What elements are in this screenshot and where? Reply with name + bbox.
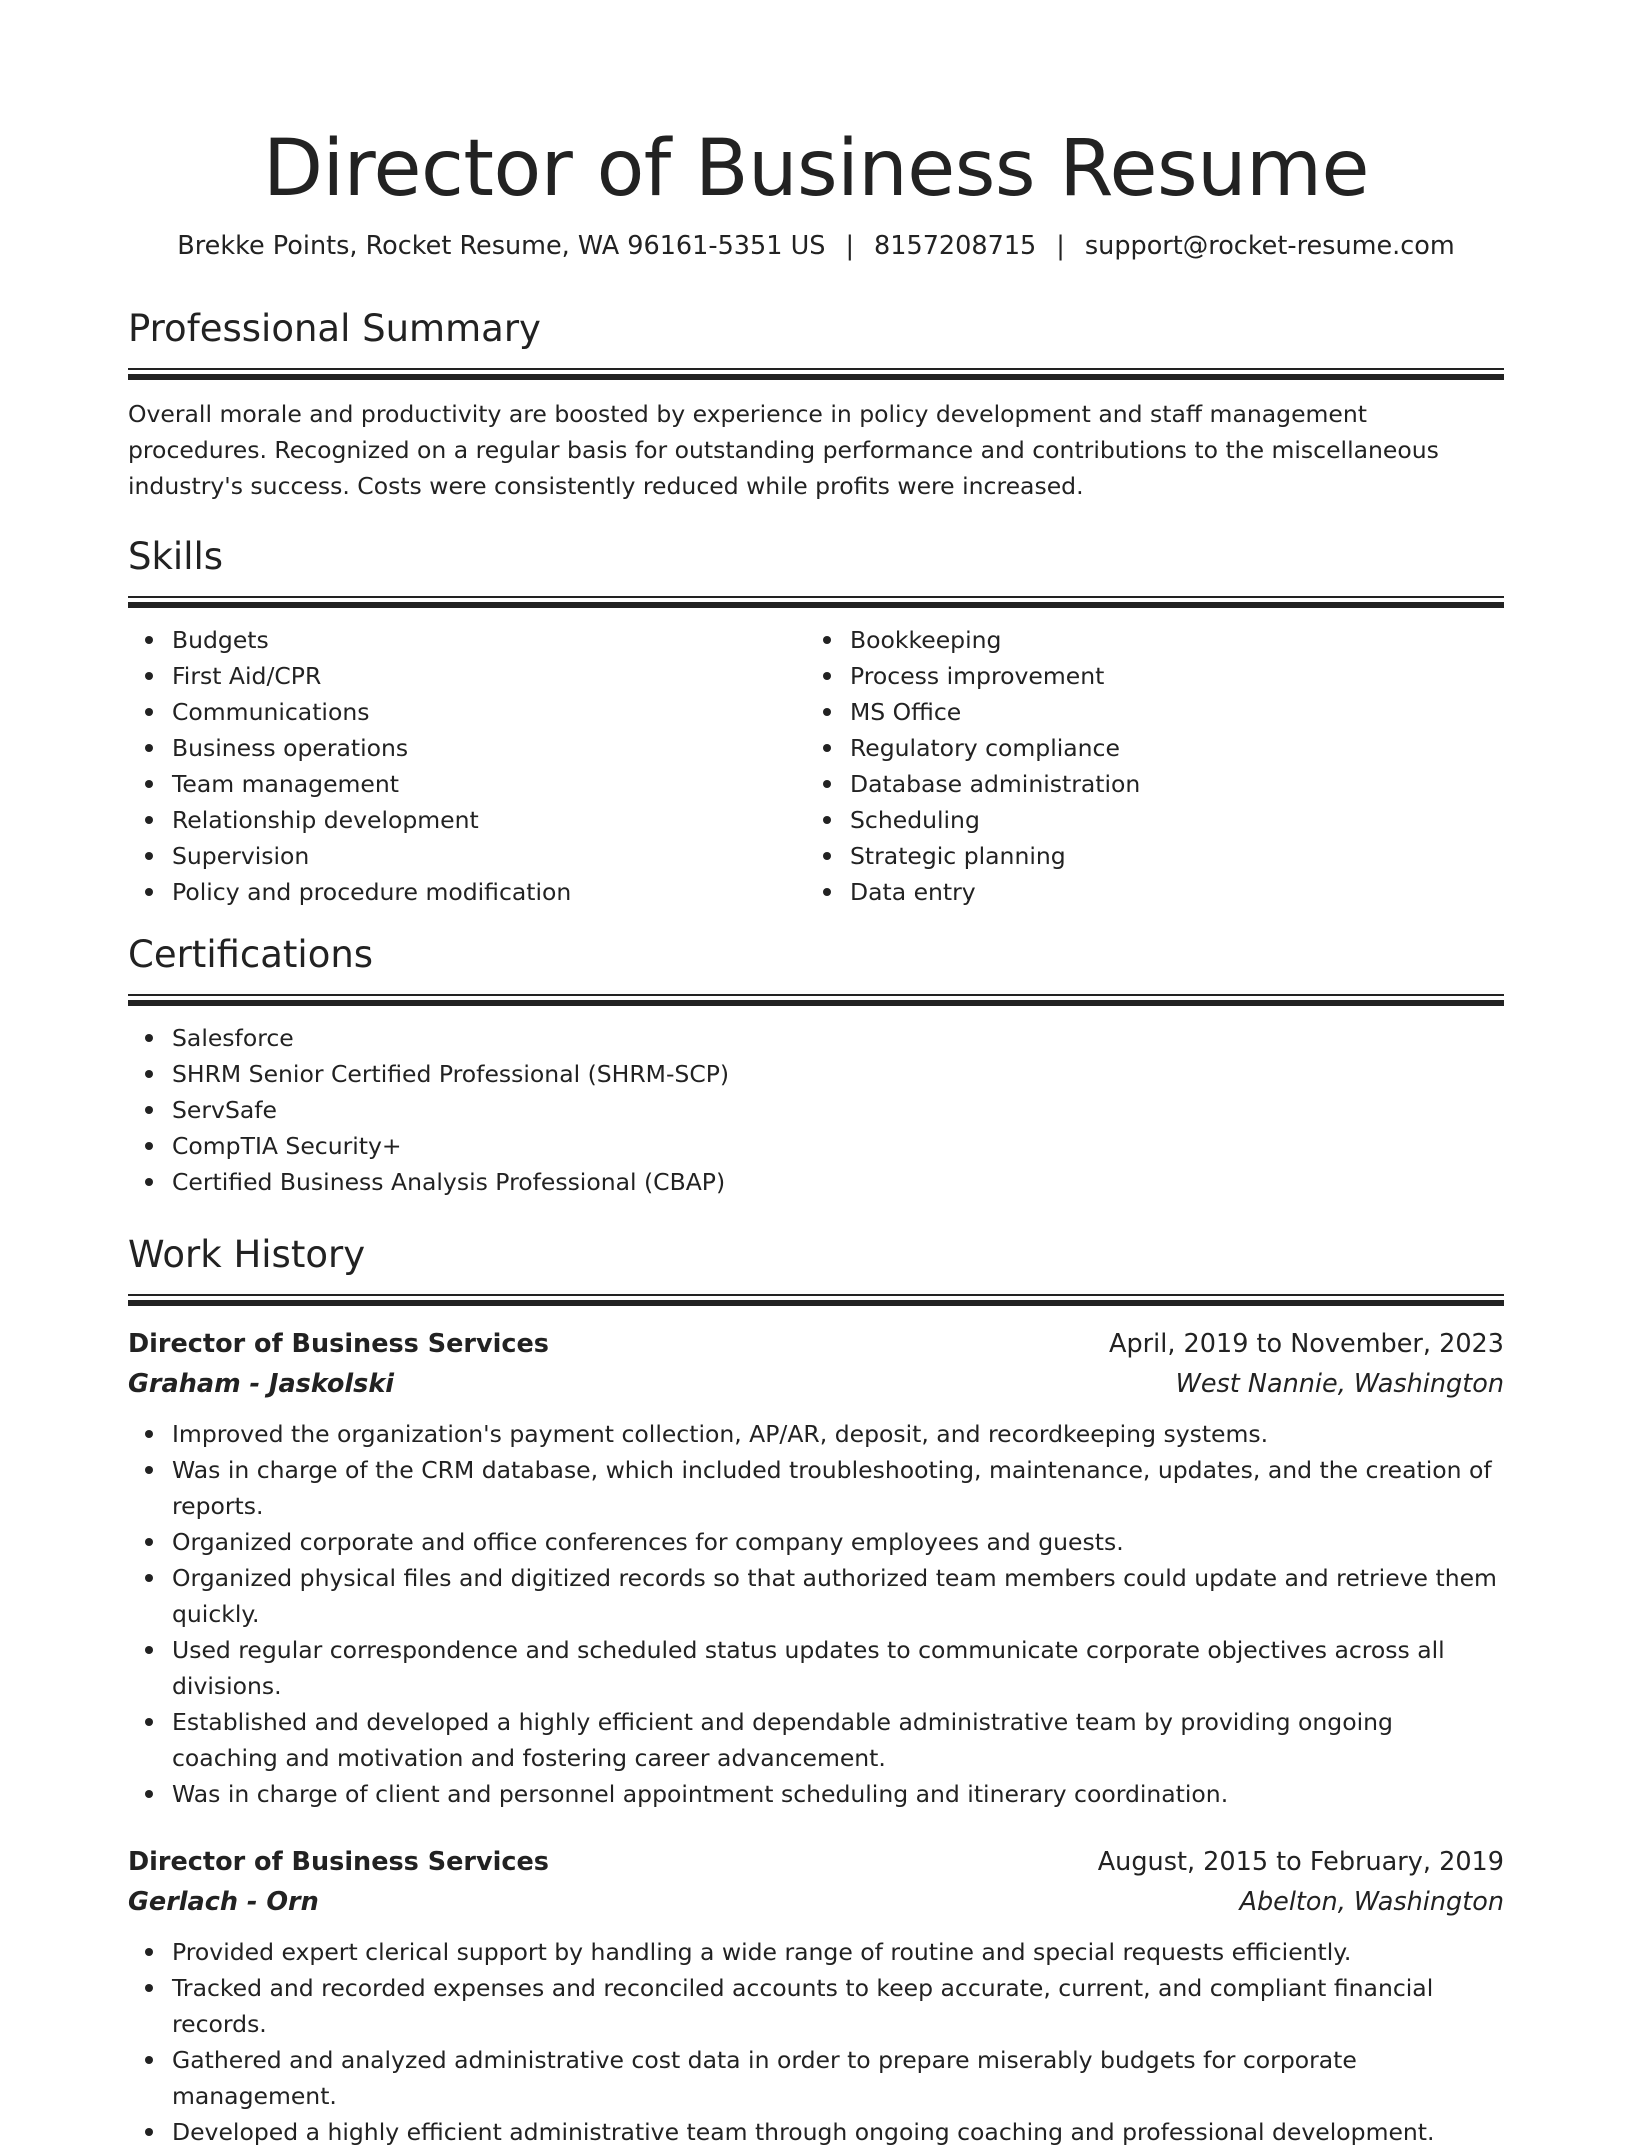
section-divider bbox=[128, 994, 1504, 1006]
job-bullet: Used regular correspondence and scheduled status updates to communicate corporate objectives across all divisions. bbox=[172, 1632, 1504, 1704]
job-header bbox=[128, 1324, 1504, 1364]
job-location: Abelton, Washington bbox=[1239, 1887, 1504, 1917]
skill-item: Communications bbox=[172, 694, 806, 730]
job-dates: April, 2019 to November, 2023 bbox=[1109, 1329, 1504, 1359]
professional-summary-section bbox=[128, 304, 1504, 504]
job-company: Gerlach - Orn bbox=[128, 1887, 319, 1917]
skill-item: Team management bbox=[172, 766, 806, 802]
skill-item: Policy and procedure modification bbox=[172, 874, 806, 910]
work-history-section bbox=[128, 1230, 1504, 2150]
contact-phone: 8157208715 bbox=[874, 231, 1037, 261]
section-divider bbox=[128, 596, 1504, 608]
job-bullet: Tracked and recorded expenses and reconciled accounts to keep accurate, current, and compliant financial records. bbox=[172, 1970, 1504, 2042]
skills-list-right bbox=[806, 622, 1484, 910]
skill-item: Bookkeeping bbox=[850, 622, 1484, 658]
job-bullet: Was in charge of the CRM database, which included troubleshooting, maintenance, updates, and the creation of reports. bbox=[172, 1452, 1504, 1524]
job-bullet-list bbox=[128, 1416, 1504, 1812]
section-divider bbox=[128, 368, 1504, 380]
section-heading: Work History bbox=[128, 1233, 366, 1276]
contact-email: support@rocket-resume.com bbox=[1084, 231, 1455, 261]
job-entry bbox=[128, 1324, 1504, 1812]
contact-separator: | bbox=[845, 231, 855, 261]
certification-item: SHRM Senior Certified Professional (SHRM-SCP) bbox=[172, 1056, 1504, 1092]
skill-item: Scheduling bbox=[850, 802, 1484, 838]
job-bullet: Developed a highly efficient administrative team through ongoing coaching and professional development. bbox=[172, 2114, 1504, 2150]
certification-item: Salesforce bbox=[172, 1020, 1504, 1056]
contact-address: Brekke Points, Rocket Resume, WA 96161-5351 US bbox=[177, 231, 826, 261]
resume-page bbox=[128, 0, 1504, 2146]
skill-item: Process improvement bbox=[850, 658, 1484, 694]
skills-section bbox=[128, 532, 1504, 910]
contact-line bbox=[128, 228, 1504, 264]
job-bullet-list bbox=[128, 1934, 1504, 2150]
skill-item: Relationship development bbox=[172, 802, 806, 838]
section-heading: Certifications bbox=[128, 933, 374, 976]
job-bullet: Organized corporate and office conferences for company employees and guests. bbox=[172, 1524, 1504, 1560]
job-header bbox=[128, 1842, 1504, 1882]
skill-item: MS Office bbox=[850, 694, 1484, 730]
skills-list-left bbox=[128, 622, 806, 910]
job-company: Graham - Jaskolski bbox=[128, 1369, 395, 1399]
skill-item: Budgets bbox=[172, 622, 806, 658]
skill-item: First Aid/CPR bbox=[172, 658, 806, 694]
job-bullet: Improved the organization's payment collection, AP/AR, deposit, and recordkeeping systems. bbox=[172, 1416, 1504, 1452]
skill-item: Data entry bbox=[850, 874, 1484, 910]
certification-item: CompTIA Security+ bbox=[172, 1128, 1504, 1164]
contact-separator: | bbox=[1056, 231, 1065, 261]
job-bullet: Was in charge of client and personnel appointment scheduling and itinerary coordination. bbox=[172, 1776, 1504, 1812]
summary-text: Overall morale and productivity are boosted by experience in policy development and staff management procedures. Recognized on a regular basis for outstanding performance and contributions to the miscellaneous industry's success. Costs were consistently reduced while profits were increased. bbox=[128, 400, 1439, 500]
job-bullet: Gathered and analyzed administrative cost data in order to prepare miserably budgets for corporate management. bbox=[172, 2042, 1504, 2114]
job-bullet: Provided expert clerical support by handling a wide range of routine and special requests efficiently. bbox=[172, 1934, 1504, 1970]
certifications-list bbox=[128, 1020, 1504, 1200]
skills-grid bbox=[128, 622, 1504, 910]
job-subheader bbox=[128, 1364, 1504, 1404]
job-title: Director of Business Services bbox=[128, 1847, 549, 1877]
skill-item: Database administration bbox=[850, 766, 1484, 802]
certification-item: ServSafe bbox=[172, 1092, 1504, 1128]
job-bullet: Organized physical files and digitized records so that authorized team members could update and retrieve them quickly. bbox=[172, 1560, 1504, 1632]
section-heading: Professional Summary bbox=[128, 307, 541, 350]
job-subheader bbox=[128, 1882, 1504, 1922]
job-entry bbox=[128, 1842, 1504, 2150]
skill-item: Strategic planning bbox=[850, 838, 1484, 874]
skill-item: Regulatory compliance bbox=[850, 730, 1484, 766]
job-bullet: Established and developed a highly efficient and dependable administrative team by providing ongoing coaching and motivation and fostering career advancement. bbox=[172, 1704, 1504, 1776]
job-title: Director of Business Services bbox=[128, 1329, 549, 1359]
section-heading: Skills bbox=[128, 535, 224, 578]
resume-title: Director of Business Resume bbox=[262, 124, 1370, 214]
certifications-section bbox=[128, 930, 1504, 1200]
skill-item: Business operations bbox=[172, 730, 806, 766]
section-divider bbox=[128, 1294, 1504, 1306]
job-dates: August, 2015 to February, 2019 bbox=[1097, 1847, 1504, 1877]
job-location: West Nannie, Washington bbox=[1175, 1369, 1504, 1399]
skill-item: Supervision bbox=[172, 838, 806, 874]
certification-item: Certified Business Analysis Professional (CBAP) bbox=[172, 1164, 1504, 1200]
